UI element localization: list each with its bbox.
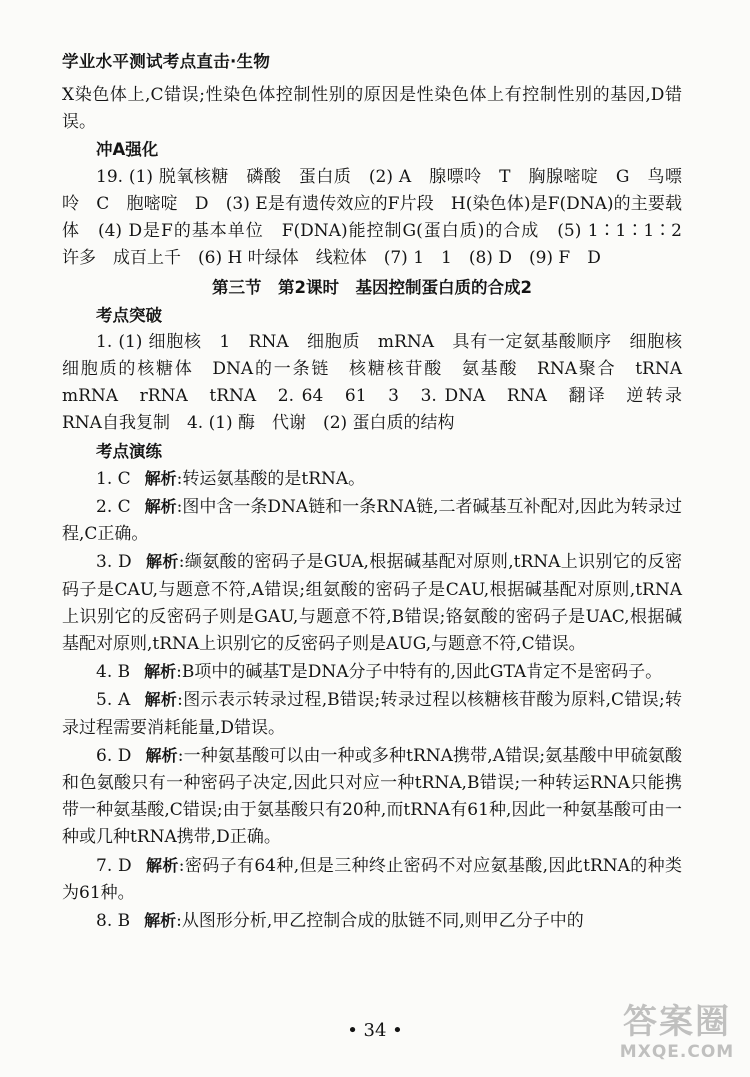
watermark-url: MXQE.COM — [619, 1042, 735, 1062]
question-number: 4. — [96, 662, 113, 683]
answer-letter: B — [117, 662, 131, 683]
analysis-label: 解析 — [145, 552, 179, 572]
question-item — [62, 658, 682, 686]
question-item — [62, 548, 682, 658]
section-title: 第三节 第2课时 基因控制蛋白质的合成2 — [212, 278, 532, 298]
question-item — [62, 493, 682, 548]
analysis-text: :缬氨酸的密码子是GUA,根据碱基配对原则,tRNA上识别它的反密码子是CAU,与题意不符,A错误;组氨酸的密码子是CAU,根据碱基配对原则,tRNA上识别它的反密码子则是GAU,与题意不符,B错误;铬氨酸的密码子是UAC,根据碱基配对原则,tRNA上识别它的反密码子则是AUG,与题意不符,C错误。 — [62, 552, 682, 655]
analysis-label: 解析 — [144, 911, 177, 931]
paragraph-carryover: X染色体上,C错误;性染色体控制性别的原因是性染色体上有控制性别的基因,D错误。 — [62, 85, 682, 133]
subheading-yanlian: 考点演练 — [96, 441, 162, 461]
watermark-text: 答案圈 — [623, 1002, 731, 1042]
analysis-text: :图示表示转录过程,B错误;转录过程以核糖核苷酸为原料,C错误;转录过程需要消耗能量,D错误。 — [62, 690, 682, 738]
analysis-label: 解析 — [144, 497, 177, 517]
question-number: 7. — [96, 855, 113, 876]
analysis-text: :图中含一条DNA链和一条RNA链,二者碱基互补配对,因此为转录过程,C正确。 — [62, 497, 682, 545]
answer-letter: D — [118, 552, 132, 573]
running-header: 学业水平测试考点直击·生物 — [62, 52, 271, 71]
analysis-text: :密码子有64种,但是三种终止密码不对应氨基酸,因此tRNA的种类为61种。 — [62, 855, 682, 903]
page-number: • 34 • — [347, 1020, 403, 1041]
analysis-label: 解析 — [144, 690, 178, 710]
question-number: 1. — [96, 468, 113, 489]
page-body — [62, 82, 699, 935]
answer-letter: B — [117, 911, 131, 932]
answer-letter: C — [117, 497, 131, 518]
question-item — [62, 907, 682, 935]
question-number: 6. — [96, 745, 113, 766]
analysis-label: 解析 — [145, 855, 179, 875]
question-item — [62, 852, 682, 907]
question-number: 3. — [96, 552, 113, 573]
question-number: 2. — [96, 497, 113, 518]
question-item — [62, 465, 682, 493]
analysis-label: 解析 — [144, 468, 177, 488]
analysis-text: :B项中的碱基T是DNA分子中特有的,因此GTA肯定不是密码子。 — [176, 662, 663, 683]
answer-letter: D — [117, 745, 132, 766]
question-item — [62, 686, 682, 741]
analysis-text: :从图形分析,甲乙控制合成的肽链不同,则甲乙分子中的 — [176, 911, 584, 932]
question-number: 5. — [96, 690, 113, 711]
answers-tupo: 1. (1) 细胞核 1 RNA 细胞质 mRNA 具有一定氨基酸顺序 细胞核 细胞质的核糖体 DNA的一条链 核糖核苷酸 氨基酸 RNA聚合 tRNA mRNA rRNA tRNA 2. 64 61 3 3. DNA RNA 翻译 逆转录 RNA自我复制 4. (1) 酶 代谢 (2) 蛋白质的结构 — [62, 331, 699, 434]
analysis-label: 解析 — [144, 662, 177, 682]
subheading-chong-a: 冲A强化 — [96, 140, 159, 160]
question-item — [62, 742, 682, 852]
answer-19: 19. (1) 脱氧核糖 磷酸 蛋白质 (2) A 腺嘌呤 T 胸腺嘧啶 G 鸟嘌呤 C 胞嘧啶 D (3) E是有遗传效应的F片段 H(染色体)是F(DNA)的主要载体 (4) D是F的基本单位 F(DNA)能控制G(蛋白质)的合成 (5) 1∶1∶1∶2 许多 成百上千 (6) H 叶绿体 线粒体 (7) 1 1 (8) D (9) F D — [62, 166, 699, 269]
question-number: 8. — [96, 911, 113, 932]
analysis-text: :一种氨基酸可以由一种或多种tRNA携带,A错误;氨基酸中甲硫氨酸和色氨酸只有一种密码子决定,因此只对应一种tRNA,B错误;一种转运RNA只能携带一种氨基酸,C错误;由于氨基酸只有20种,而tRNA有61种,因此一种氨基酸可由一种或几种tRNA携带,D正确。 — [62, 745, 682, 848]
answer-letter: C — [117, 468, 131, 489]
answer-letter: A — [117, 690, 131, 711]
subheading-tupo: 考点突破 — [96, 305, 162, 325]
watermark-logo — [618, 1002, 736, 1070]
analysis-label: 解析 — [145, 745, 178, 765]
analysis-text: :转运氨基酸的是tRNA。 — [176, 468, 366, 489]
answer-letter: D — [118, 855, 132, 876]
